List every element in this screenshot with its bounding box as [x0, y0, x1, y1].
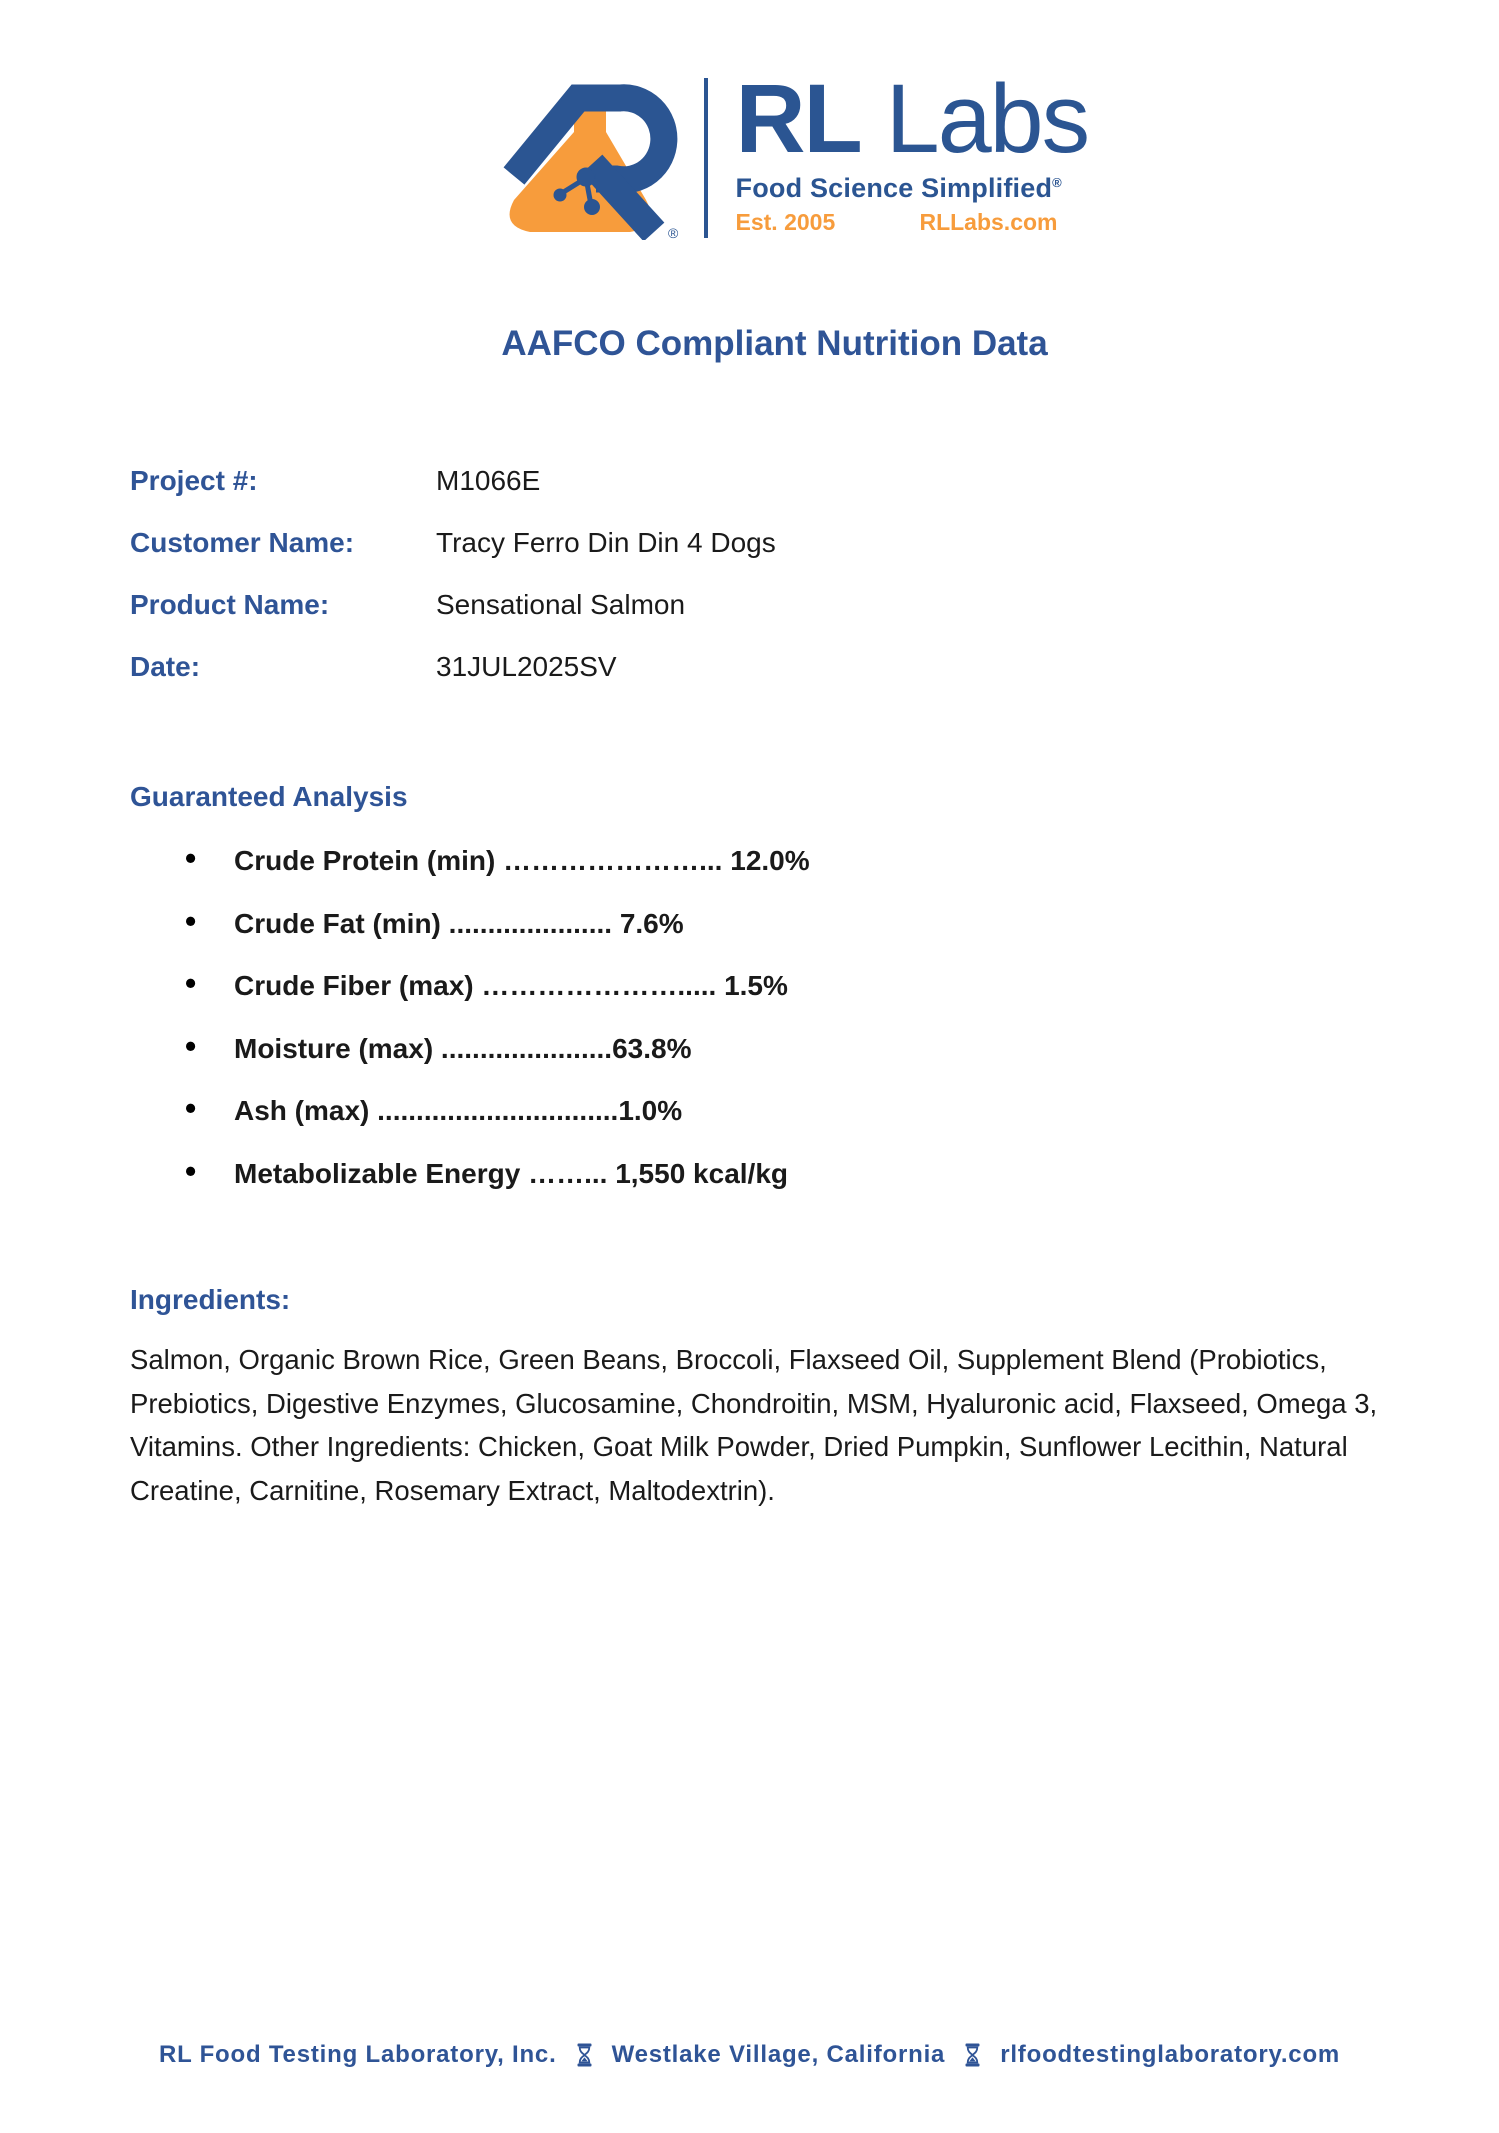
logo-divider: [704, 78, 708, 238]
info-row-customer: [130, 528, 776, 557]
hourglass-icon: [964, 2043, 981, 2067]
footer-company: RL Food Testing Laboratory, Inc.: [158, 2041, 557, 2068]
item-label: Ash (max): [234, 1095, 370, 1126]
page-title: AAFCO Compliant Nutrition Data: [501, 324, 1048, 363]
brand-tagline: [735, 173, 1062, 204]
guaranteed-analysis-heading: Guaranteed Analysis: [130, 781, 408, 812]
page-footer: [0, 2041, 1499, 2069]
item-leader: ......................: [433, 1032, 613, 1064]
info-row-product: [130, 590, 776, 619]
registered-mark-icon: ®: [667, 225, 678, 240]
item-value: 1.0%: [618, 1095, 683, 1126]
tagline-text: Food Science Simplified: [735, 173, 1053, 204]
list-item-crude-fat: [130, 909, 810, 938]
info-value: 31JUL2025SV: [436, 651, 617, 682]
list-item-crude-fiber: [130, 971, 810, 1000]
info-row-project: [130, 466, 776, 495]
item-label: Crude Fat (min): [234, 907, 441, 939]
item-value: 12.0%: [730, 845, 810, 876]
list-item-crude-protein: [130, 846, 810, 875]
list-item-ash: [130, 1096, 810, 1125]
logo-website: RLLabs.com: [919, 209, 1058, 236]
info-value: M1066E: [436, 465, 541, 496]
item-label: Moisture (max): [234, 1032, 434, 1064]
hourglass-icon: [576, 2043, 593, 2067]
item-value: 63.8%: [612, 1032, 692, 1064]
info-value: Tracy Ferro Din Din 4 Dogs: [436, 527, 776, 558]
flask-logo-icon: [492, 74, 688, 240]
project-info: [130, 466, 776, 714]
logo-header: [0, 64, 1499, 240]
info-value: Sensational Salmon: [436, 589, 686, 620]
item-label: Crude Fiber (max): [234, 970, 474, 1001]
item-leader: ...............................: [369, 1095, 619, 1126]
brand-name: [735, 64, 1089, 173]
info-label: Project #:: [130, 465, 258, 496]
logo-text: [722, 64, 1089, 240]
item-leader: ………………….....: [473, 970, 725, 1001]
item-label: Metabolizable Energy: [234, 1157, 521, 1189]
item-leader: …………………...: [495, 845, 731, 876]
item-value: 7.6%: [619, 907, 684, 939]
list-item-moisture: [130, 1034, 810, 1063]
info-row-date: [130, 652, 776, 681]
guaranteed-analysis-list: [130, 846, 810, 1221]
item-leader: ……...: [520, 1157, 616, 1189]
ingredients-paragraph: Salmon, Organic Brown Rice, Green Beans, Broccoli, Flaxseed Oil, Supplement Blend (Probiotics, Prebiotics, Digestive Enzymes, Glucosamine, Chondroitin, MSM, Hyaluronic acid, Flaxseed, Omega 3, Vitamins. Other Ingredients: Chicken, Goat Milk Powder, Dried Pumpkin, Sunflower Lecithin, Natural Creatine, Carnitine, Rosemary Extract, Maltodextrin).: [130, 1344, 1378, 1506]
footer-website: rlfoodtestinglaboratory.com: [1000, 2041, 1341, 2068]
item-label: Crude Protein (min): [234, 845, 496, 876]
brand-name-bold: RL: [735, 64, 861, 173]
footer-location: Westlake Village, California: [611, 2041, 946, 2068]
item-value: 1.5%: [724, 970, 788, 1001]
brand-name-light: Labs: [860, 64, 1089, 173]
item-leader: .....................: [440, 907, 620, 939]
logo-meta-row: [736, 209, 1058, 236]
info-label: Date:: [130, 651, 201, 682]
list-item-metabolizable-energy: [130, 1159, 810, 1188]
rl-labs-logo: [492, 64, 1089, 240]
established-label: Est. 2005: [735, 209, 836, 236]
item-value: 1,550 kcal/kg: [615, 1157, 789, 1189]
info-label: Customer Name:: [130, 527, 355, 558]
registered-mark: ®: [1052, 175, 1062, 191]
ingredients-heading: Ingredients:: [130, 1284, 291, 1315]
info-label: Product Name:: [130, 589, 330, 620]
